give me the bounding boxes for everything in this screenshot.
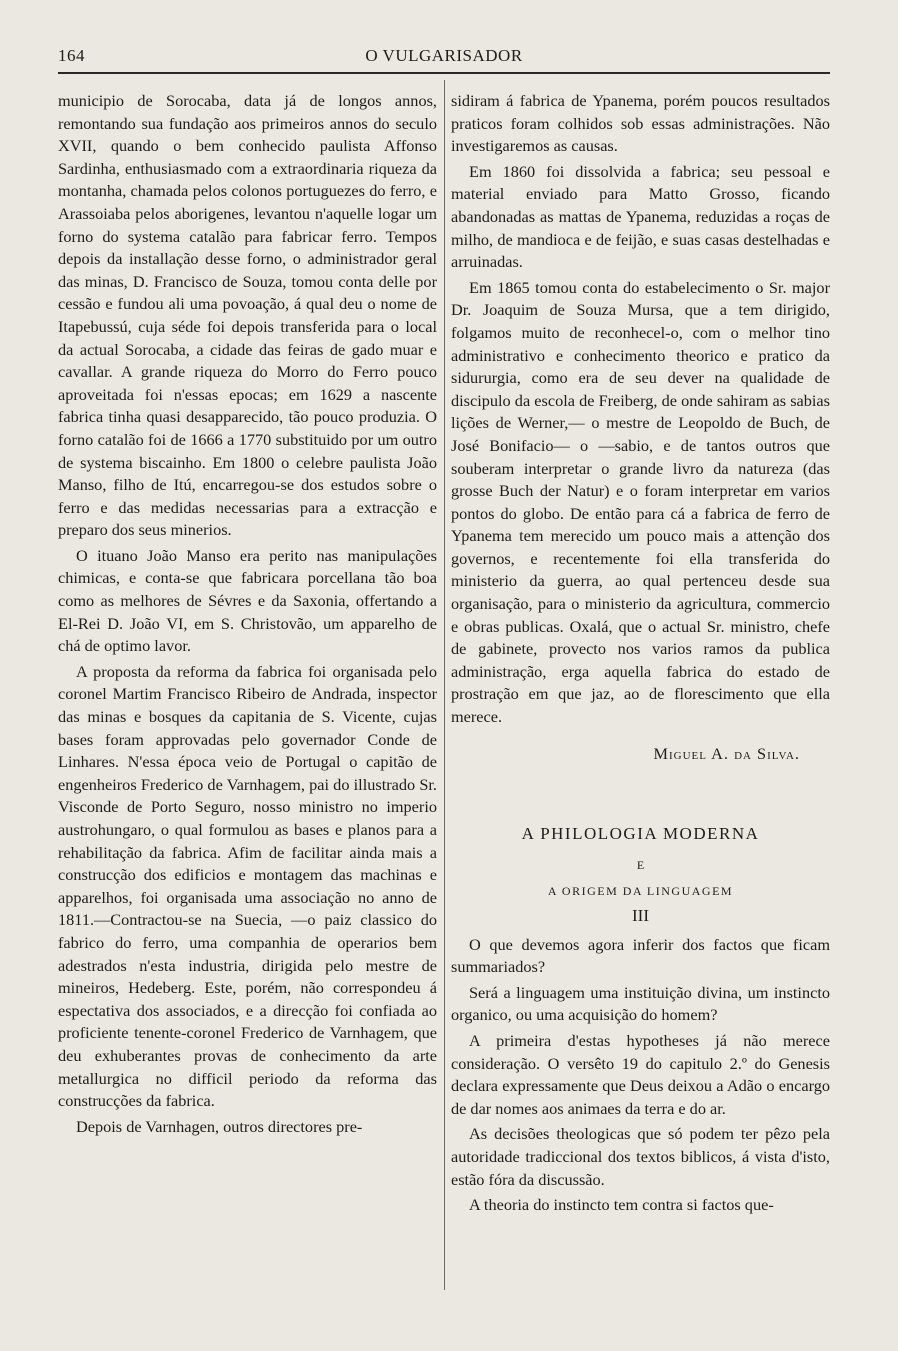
paragraph: Em 1860 foi dissolvida a fabrica; seu pessoal e material enviado para Matto Grosso, ficando abandonadas as mattas de Ypanema, reduzidas a roças de milho, de mandioca e de feijão, e suas casas destelhadas e arruinadas.: [451, 161, 830, 272]
article-part-number: III: [632, 906, 649, 925]
right-column: [451, 90, 830, 1220]
header-rule: [58, 72, 830, 74]
page-number: 164: [58, 46, 85, 65]
paragraph: sidiram á fabrica de Ypanema, porém poucos resultados praticos foram colhidos sob essas administrações. Não investigaremos as causas.: [451, 91, 830, 156]
article-conjunction: E: [636, 857, 645, 872]
paragraph: municipio de Sorocaba, data já de longos annos, remontando sua fundação aos primeiros annos do seculo XVII, quando o bem conhecido paulista Affonso Sardinha, enthusiasmado com a extraordinaria riqueza da montanha, chamada pelos colonos portuguezes do ferro, e Arassoiaba pelos aborigenes, levantou n'aquelle logar um forno do systema catalão para fabricar ferro. Tempos depois da installação desse forno, o administrador geral das minas, D. Francisco de Souza, tomou conta delle por cessão e fundou ali uma povoação, á qual deu o nome de Itapebussú, cuja séde foi depois transferida para o local da actual Sorocaba, a cidade das feiras de gado muar e cavallar. A grande riqueza do Morro do Ferro pouco aproveitada foi n'essas epocas; em 1629 a nascente fabrica tinha quasi desapparecido, tão pouco produzia. O forno catalão foi de 1666 a 1770 substituido por um outro de systema biscainho. Em 1800 o celebre paulista João Manso, filho de Itú, encarregou-se dos estudos sobre o ferro e das medidas necessarias para a extracção e preparo dos seus minerios.: [58, 91, 437, 540]
paragraph: Será a linguagem uma instituição divina, um instincto organico, ou uma acquisição do homem?: [451, 982, 830, 1025]
article-subtitle: A ORIGEM DA LINGUAGEM: [547, 884, 734, 899]
author-signature: Miguel A. da Silva.: [653, 743, 800, 763]
page-header: [58, 46, 830, 70]
column-divider: [444, 80, 445, 1290]
paragraph: As decisões theologicas que só podem ter pêzo pela autoridade tradiccional dos textos biblicos, á vista d'isto, estão fóra da discussão.: [451, 1124, 830, 1189]
paragraph: A proposta da reforma da fabrica foi organisada pelo coronel Martim Francisco Ribeiro de Andrada, inspector das minas e bosques da capitania de S. Vicente, cujas bases foram approvadas pelo governador Conde de Linhares. N'essa época veio de Portugal o capitão de engenheiros Frederico de Varnhagem, pai do illustrado Sr. Visconde de Porto Seguro, nosso ministro no imperio austrohungaro, o qual formulou as bases e planos para a rehabilitação da fabrica. Afim de facilitar ainda mais a construcção dos edificios e montagem das machinas e apparelhos, foi organisada uma associação no anno de 1811.—Contractou-se na Suecia, —o paiz classico do fabrico do ferro, uma companhia de operarios bem adestrados n'esta industria, dirigida pelo mestre de mineiros, Hedeberg. Este, porém, não correspondeu á espectativa dos associados, e a direcção foi confiada ao proficiente tenente-coronel Frederico de Varnhagem, que deu exhuberantes provas de conhecimento da arte metallurgica no difficil periodo da reforma das construcções da fabrica.: [58, 661, 437, 1111]
journal-title: O VULGARISADOR: [365, 46, 523, 65]
article-title: A PHILOLOGIA MODERNA: [521, 824, 760, 844]
paragraph: O que devemos agora inferir dos factos que ficam summariados?: [451, 934, 830, 977]
paragraph: Depois de Varnhagen, outros directores pre-: [76, 1116, 363, 1136]
paragraph: O ituano João Manso era perito nas manipulações chimicas, e conta-se que fabricara porcellana tão boa como as melhores de Sévres e da Saxonia, offertando a El-Rei D. João VI, em S. Christovão, um apparelho de chá de optimo lavor.: [58, 545, 437, 656]
paragraph: Em 1865 tomou conta do estabelecimento o Sr. major Dr. Joaquim de Souza Mursa, que a tem dirigido, folgamos muito de reconhecel-o, com o melhor tino administrativo e conhecimento theorico e pratico da sidururgia, como era de seu dever na qualidade de discipulo da escola de Freiberg, de onde sahiram as sabias lições de Werner,— o mestre de Leopoldo de Buch, de José Bonifacio— o —sabio, e de tantos outros que souberam interpretar o grande livro da natureza (das grosse Buch der Natur) e o foram interpretar em varios pontos do globo. De então para cá a fabrica de ferro de Ypanema tem merecido um pouco mais a attenção dos governos, e recentemente foi ella transferida do ministerio da guerra, ao qual pertenceu desde sua organisação, para o ministerio da agricultura, commercio e obras publicas. Oxalá, que o actual Sr. ministro, chefe de gabinete, provecto nos varios ramos da publica administração, erga aquella fabrica do estado de prostração em que jaz, ao de florescimento que ella merece.: [451, 277, 830, 727]
left-column: [58, 90, 437, 1141]
paragraph: A primeira d'estas hypotheses já não merece consideração. O versêto 19 do capitulo 2.º do Genesis declara expressamente que Deus deixou a Adão o encargo de dar nomes aos animaes da terra e do ar.: [451, 1030, 830, 1118]
paragraph: A theoria do instincto tem contra si factos que-: [469, 1195, 774, 1215]
